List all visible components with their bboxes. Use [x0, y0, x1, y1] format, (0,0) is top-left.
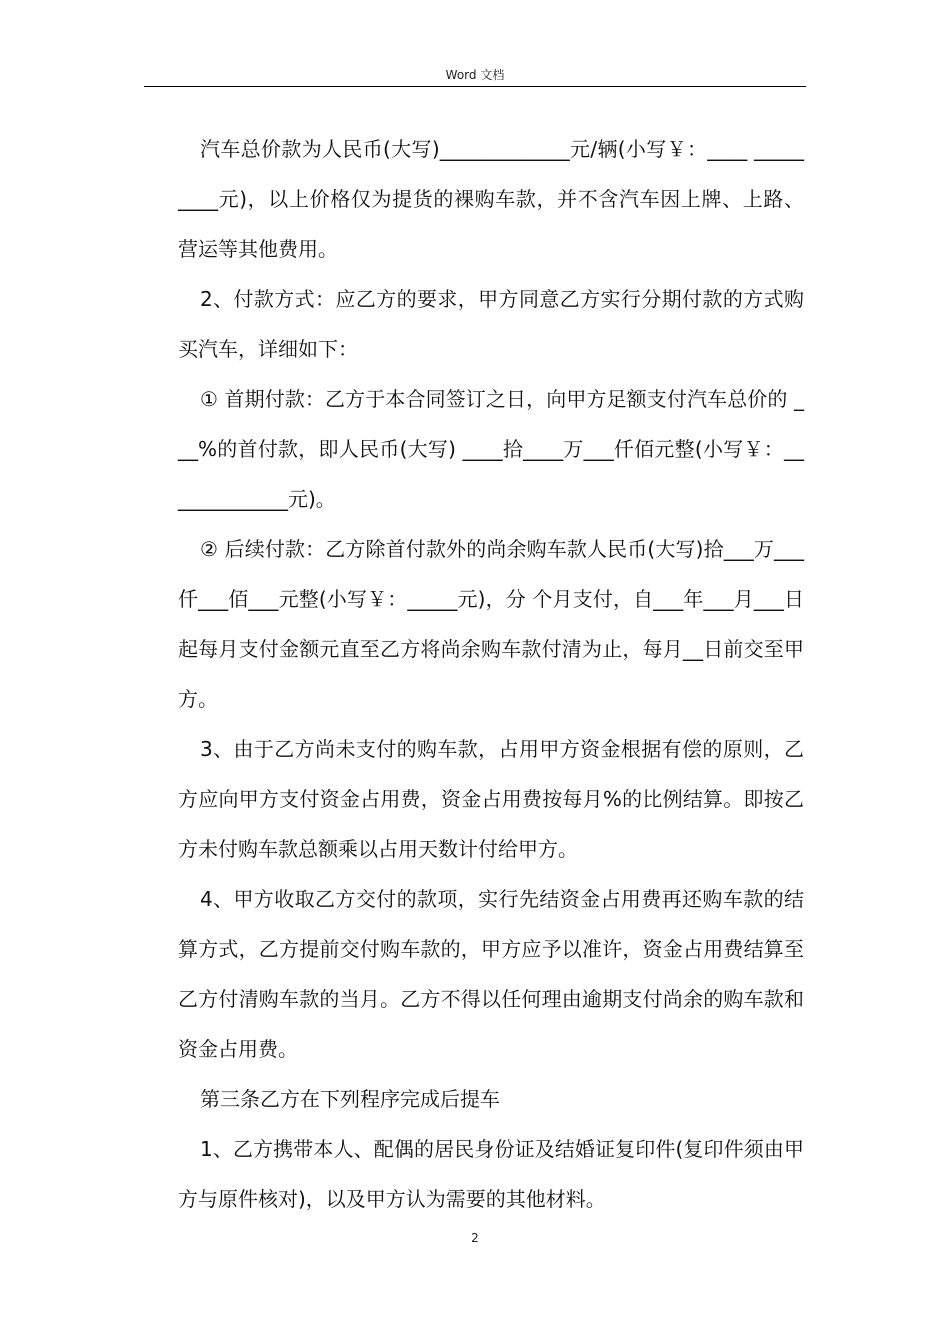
page-header: Word 文档 [445, 68, 505, 82]
header-divider [144, 86, 806, 87]
paragraph-total-price: 汽车总价款为人民币(大写)_____________元/辆(小写￥：____ _________元)，以上价格仅为提货的裸购车款，并不含汽车因上牌、上路、营运等其他费用。 [178, 137, 804, 261]
paragraph-installments: ② 后续付款：乙方除首付款外的尚余购车款人民币(大写)拾___万___仟___佰___元整(小写￥：_____元)，分 个月支付，自___年___月___日起每月支付金额元直至乙方将尚余购车款付清为止，每月__日前交至甲方。 [178, 537, 804, 711]
article-three-heading: 第三条乙方在下列程序完成后提车 [200, 1087, 500, 1111]
page-number: 2 [471, 1231, 479, 1245]
paragraph-capital-fee: 3、由于乙方尚未支付的购车款，占用甲方资金根据有偿的原则，乙方应向甲方支付资金占用费，资金占用费按每月%的比例结算。即按乙方未付购车款总额乘以占用天数计付给甲方。 [178, 737, 804, 861]
paragraph-documents: 1、乙方携带本人、配偶的居民身份证及结婚证复印件(复印件须由甲方与原件核对)，以及甲方认为需要的其他材料。 [178, 1137, 804, 1211]
paragraph-settlement: 4、甲方收取乙方交付的款项，实行先结资金占用费再还购车款的结算方式，乙方提前交付购车款的，甲方应予以准许，资金占用费结算至乙方付清购车款的当月。乙方不得以任何理由逾期支付尚余的购车款和资金占用费。 [178, 887, 804, 1061]
paragraph-down-payment: ① 首期付款：乙方于本合同签订之日，向甲方足额支付汽车总价的 ___%的首付款，即人民币(大写) ____拾____万___仟佰元整(小写￥：_____________元)。 [178, 387, 804, 511]
paragraph-payment-method: 2、付款方式：应乙方的要求，甲方同意乙方实行分期付款的方式购买汽车，详细如下： [178, 287, 804, 361]
document-body [178, 124, 804, 1224]
